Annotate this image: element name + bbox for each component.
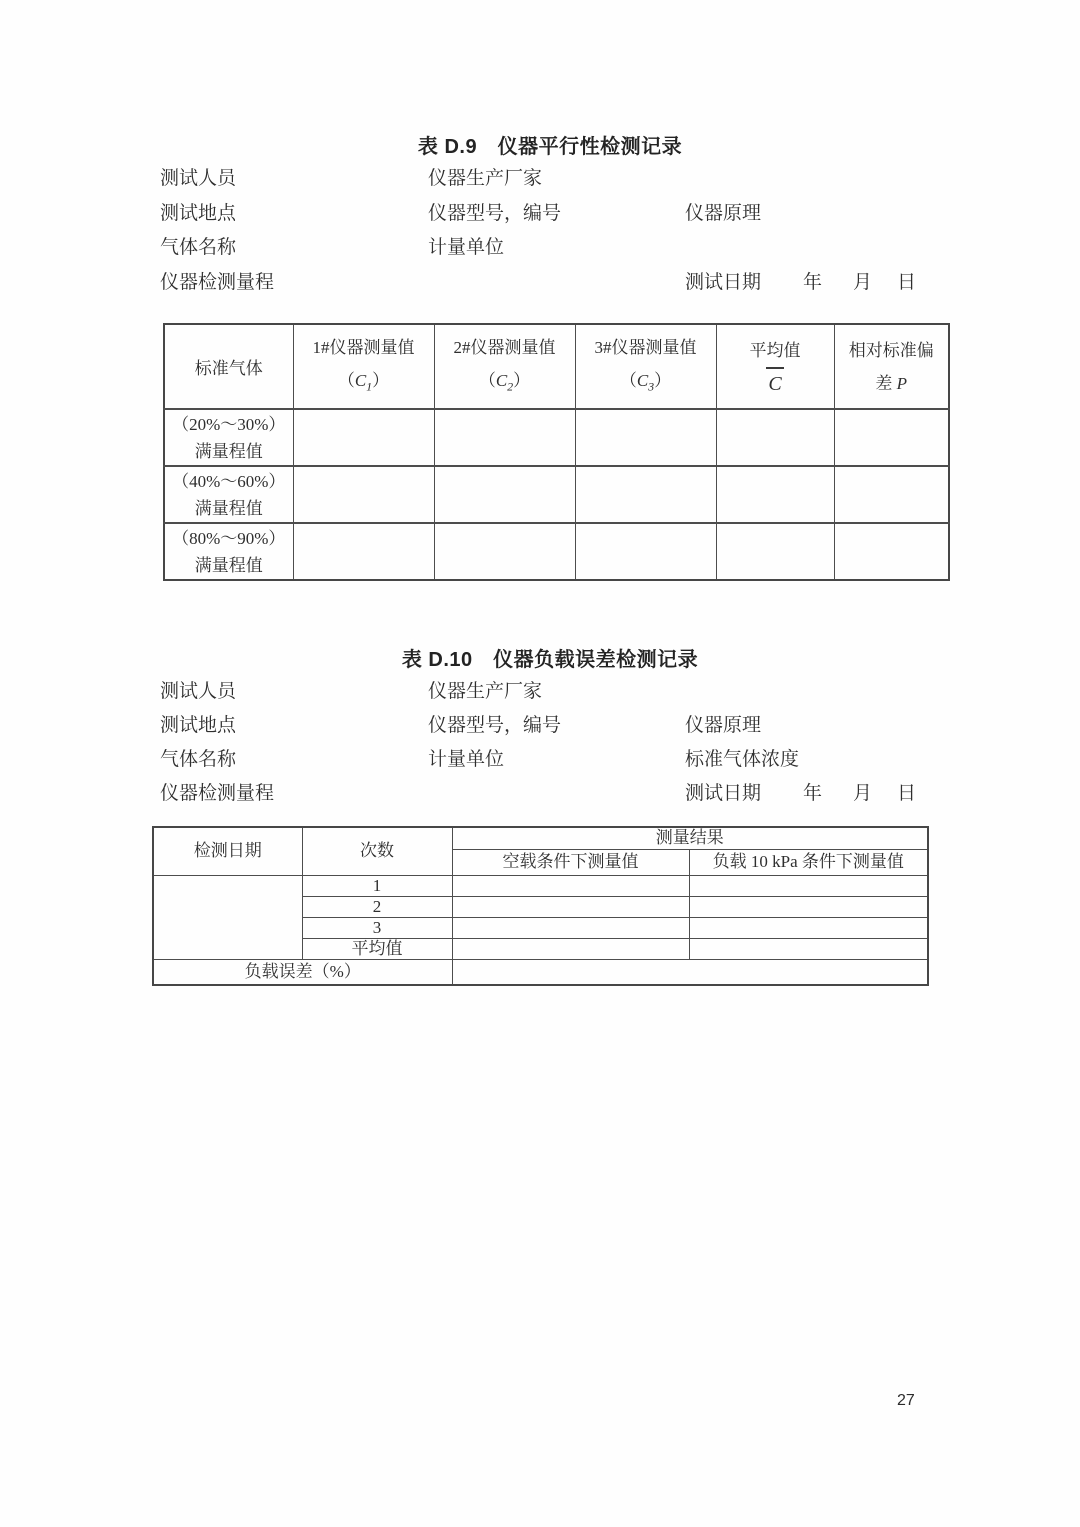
d10-col-header-date: 检测日期 — [153, 827, 302, 875]
table-d9-title: 表 D.9 仪器平行性检测记录 — [417, 136, 683, 158]
d10-header-row-1 — [153, 827, 928, 849]
blank-data-cell — [689, 938, 928, 959]
d9-label-month: 月 — [853, 272, 873, 293]
d9-col-header-meter2 — [434, 324, 575, 409]
blank-data-cell — [434, 523, 575, 580]
blank-data-cell — [575, 523, 716, 580]
d10-info-row-1 — [160, 676, 940, 702]
blank-data-cell — [452, 896, 689, 917]
d10-load-error-label: 负载误差（%） — [153, 959, 452, 985]
d9-meter3-title: 3#仪器测量值 — [594, 338, 697, 358]
d10-times-2: 2 — [302, 896, 452, 917]
d10-footer-row — [153, 959, 928, 985]
d10-label-tester: 测试人员 — [160, 681, 237, 702]
d9-col-header-rsd — [834, 324, 949, 409]
blank-data-cell — [716, 466, 834, 523]
d9-average-symbol: C — [768, 372, 782, 395]
blank-data-cell — [716, 523, 834, 580]
blank-data-cell — [689, 917, 928, 938]
d9-label-gas-name: 气体名称 — [160, 237, 237, 258]
d10-info-row-4 — [160, 778, 940, 804]
d9-meter1-symbol: $(C_1)$ — [337, 371, 390, 394]
d9-label-model: 仪器型号，编号 — [428, 203, 562, 224]
d9-col-header-meter1 — [293, 324, 434, 409]
d9-average-title: 平均值 — [749, 340, 801, 360]
d10-label-test-date: 测试日期 — [685, 783, 762, 804]
d9-label-range: 仪器检测量程 — [160, 272, 275, 293]
d10-times-1: 1 — [302, 875, 452, 896]
section-table-d10 — [160, 643, 940, 981]
d9-row-20-30 — [164, 409, 949, 466]
d10-times-average: 平均值 — [302, 938, 452, 959]
blank-data-cell — [834, 409, 949, 466]
d10-info-row-2 — [160, 710, 940, 736]
d9-label-test-date: 测试日期 — [685, 272, 762, 293]
d9-meter3-symbol: $(C_3)$ — [619, 371, 672, 394]
d10-label-gas-name: 气体名称 — [160, 749, 237, 770]
d9-label-year: 年 — [803, 272, 823, 293]
section-table-d9 — [160, 130, 940, 575]
d9-standard-gas-label: 标准气体 — [194, 359, 263, 378]
d10-label-day: 日 — [897, 783, 917, 804]
blank-data-cell — [293, 466, 434, 523]
d9-label-unit: 计量单位 — [428, 237, 505, 258]
d9-meter2-title: 2#仪器测量值 — [453, 338, 556, 358]
load-error-record-table — [152, 826, 929, 986]
d10-times-3: 3 — [302, 917, 452, 938]
d9-label-tester: 测试人员 — [160, 168, 237, 189]
blank-data-cell — [293, 409, 434, 466]
d9-rsd-line1: 相对标准偏 — [848, 341, 934, 360]
d10-label-unit: 计量单位 — [428, 749, 505, 770]
blank-data-cell — [452, 875, 689, 896]
d9-row-40-60 — [164, 466, 949, 523]
d9-label-day: 日 — [897, 272, 917, 293]
d9-row-header-20-30: （20%～30%） 满量程值 — [164, 409, 293, 466]
d9-row-header-40-60: （40%～60%） 满量程值 — [164, 466, 293, 523]
blank-data-cell — [434, 409, 575, 466]
d9-info-row-2 — [160, 198, 940, 224]
d9-info-row-3 — [160, 232, 940, 258]
blank-data-cell — [689, 896, 928, 917]
d9-col-header-meter3 — [575, 324, 716, 409]
blank-data-cell — [452, 959, 928, 985]
d10-col-header-times: 次数 — [302, 827, 452, 875]
d9-rsd-line2: 差 P — [875, 374, 908, 393]
d10-col-header-result: 测量结果 — [452, 827, 928, 849]
d9-meter2-symbol: $(C_2)$ — [478, 371, 531, 394]
d9-info-row-4 — [160, 267, 940, 293]
table-d10-title: 表 D.10 仪器负载误差检测记录 — [401, 649, 699, 671]
d9-info-row-1 — [160, 163, 940, 189]
d9-col-header-average — [716, 324, 834, 409]
d9-label-location: 测试地点 — [160, 203, 237, 224]
blank-data-cell — [452, 938, 689, 959]
d10-label-manufacturer: 仪器生产厂家 — [428, 681, 543, 702]
blank-data-cell — [575, 466, 716, 523]
d10-label-year: 年 — [803, 783, 823, 804]
d9-label-manufacturer: 仪器生产厂家 — [428, 168, 543, 189]
d10-label-location: 测试地点 — [160, 715, 237, 736]
d9-row-80-90 — [164, 523, 949, 580]
d9-header-row — [164, 324, 949, 409]
d10-data-row-1 — [153, 875, 928, 896]
d10-label-range: 仪器检测量程 — [160, 783, 275, 804]
d10-label-std-gas-conc: 标准气体浓度 — [685, 749, 800, 770]
blank-data-cell — [434, 466, 575, 523]
d10-label-principle: 仪器原理 — [685, 715, 762, 736]
parallelism-record-table — [163, 323, 950, 581]
d9-col-header-standard-gas — [164, 324, 293, 409]
blank-data-cell — [689, 875, 928, 896]
d10-col-header-noload: 空载条件下测量值 — [452, 849, 689, 875]
blank-data-cell — [575, 409, 716, 466]
blank-data-cell — [716, 409, 834, 466]
d10-col-header-load: 负载 10 kPa 条件下测量值 — [689, 849, 928, 875]
d9-row-header-80-90: （80%～90%） 满量程值 — [164, 523, 293, 580]
blank-data-cell — [452, 917, 689, 938]
blank-data-cell — [293, 523, 434, 580]
d9-label-principle: 仪器原理 — [685, 203, 762, 224]
page-number: 27 — [897, 1392, 915, 1409]
d10-label-model: 仪器型号，编号 — [428, 715, 562, 736]
d10-date-cell — [153, 875, 302, 959]
d9-meter1-title: 1#仪器测量值 — [312, 338, 415, 358]
blank-data-cell — [834, 466, 949, 523]
blank-data-cell — [834, 523, 949, 580]
d10-label-month: 月 — [853, 783, 873, 804]
d10-info-row-3 — [160, 744, 940, 770]
